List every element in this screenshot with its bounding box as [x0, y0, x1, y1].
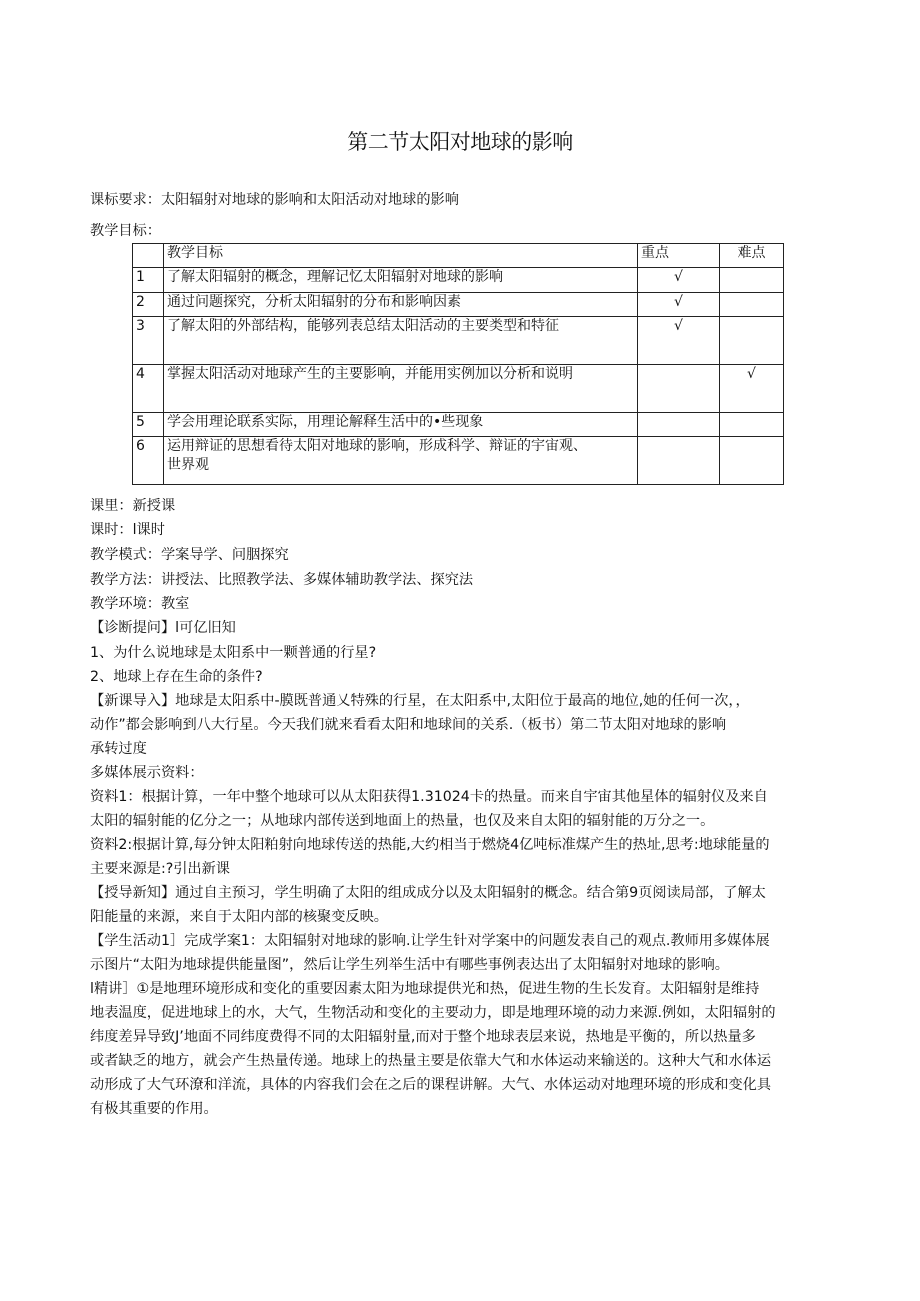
explanation-line: 动形成了大气环潦和洋流，具体的内容我们会在之后的课程讲解。大气、水体运动对地理环境的形成和变化具: [90, 1077, 772, 1093]
header-cell-key: 重点: [638, 244, 720, 268]
material-1-line: 资料1：根据计算，一年中整个地球可以从太阳获得1.31024卡的热量。而来自宇宙其他星体的辐射仪及来自: [90, 789, 768, 805]
teaching-methods: 教学方法：讲授法、比照教学法、多媒体辅助教学法、探究法: [90, 572, 474, 588]
row-number: 4: [133, 365, 164, 413]
row-hard-mark: [720, 268, 784, 293]
student-activity-line: 示图片“太阳为地球提供能量图”，然后让学生列举生活中有哪些事例表达出了太阳辐射对地球的影响。: [90, 957, 729, 973]
question-2: 2、地球上存在生命的条件?: [90, 669, 263, 685]
intro-line: 动作”都会影响到八大行星。今天我们就来看看太阳和地球间的关系.（板书）第二节太阳对地球的影响: [90, 717, 727, 733]
row-objective: 掌握太阳活动对地球产生的主要影响，并能用实例加以分析和说明: [164, 365, 638, 413]
row-hard-mark: [720, 413, 784, 437]
row-hard-mark: [720, 437, 784, 485]
row-objective: [164, 437, 638, 485]
table-row: [133, 317, 784, 365]
student-activity-line: 【学生活动1］完成学案1：太阳辐射对地球的影响.让学生针对学案中的问题发表自己的观点.教师用多媒体展: [90, 933, 770, 949]
header-cell-num: [133, 244, 164, 268]
row-objective-line: 运用辩证的思想看待太阳对地球的影响，形成科学、辩证的宇宙观、: [167, 438, 587, 454]
header-cell-difficult: 难点: [720, 244, 784, 268]
row-objective: 学会用理论联系实际，用理论解释生活中的•些现象: [164, 413, 638, 437]
explanation-line: l精讲］①是地理环境形成和变化的重要因素太阳为地球提供光和热，促进生物的生长发育。太阳辐射是维持: [90, 981, 760, 997]
row-key-mark: √: [638, 317, 720, 365]
transition-line: 承转过度: [90, 741, 147, 757]
diagnosis-heading: 【诊断提问】l可亿旧知: [90, 620, 236, 636]
objectives-table: [132, 243, 784, 485]
row-objective: 了解太阳的外部结构，能够列表总结太阳活动的主要类型和特征: [164, 317, 638, 365]
row-objective-line: 世界观: [167, 457, 209, 473]
row-hard-mark: [720, 317, 784, 365]
row-number: 1: [133, 268, 164, 293]
page-title: 第二节太阳对地球的影响: [347, 130, 573, 154]
row-key-mark: √: [638, 268, 720, 293]
table-row: [133, 293, 784, 317]
new-knowledge-line: 阳能量的来源，来自于太阳内部的核聚变反映。: [90, 909, 388, 925]
curriculum-standard: 课标要求：太阳辐射对地球的影响和太阳活动对地球的影响: [90, 192, 459, 208]
row-objective: 了解太阳辐射的概念，理解记忆太阳辐射对地球的影响: [164, 268, 638, 293]
row-number: 3: [133, 317, 164, 365]
row-number: 2: [133, 293, 164, 317]
row-number: 6: [133, 437, 164, 485]
row-number: 5: [133, 413, 164, 437]
header-cell-objective: 教学目标: [164, 244, 638, 268]
table-row: [133, 365, 784, 413]
new-knowledge-line: 【授导新知】通过自主预习，学生明确了太阳的组成成分以及太阳辐射的概念。结合第9页阅读局部，了解太: [90, 885, 766, 901]
explanation-line: 地表温度，促进地球上的水，大气，生物活动和变化的主要动力，即是地理环境的动力来源.例如，太阳辐射的: [90, 1005, 776, 1021]
explanation-line: 或者缺乏的地方，就会产生热量传递。地球上的热量主要是依靠大气和水体运动来输送的。这种大气和水体运: [90, 1053, 772, 1069]
question-1: 1、为什么说地球是太阳系中一颗普通的行星?: [90, 645, 377, 661]
class-hours: 课时：l课时: [90, 522, 165, 538]
table-row: [133, 413, 784, 437]
table-row: [133, 268, 784, 293]
table-row: [133, 437, 784, 485]
row-hard-mark: [720, 293, 784, 317]
row-hard-mark: √: [720, 365, 784, 413]
explanation-line: 纬度差异导致J’地面不同纬度费得不同的太阳辐射量,而对于整个地球表层来说，热地是平衡的，所以热量多: [90, 1029, 756, 1045]
teaching-mode: 教学模式：学案导学、问胭探究: [90, 547, 289, 563]
explanation-line: 有极其重要的作用。: [90, 1101, 218, 1117]
teaching-environment: 教学环境：教室: [90, 596, 190, 612]
row-key-mark: [638, 413, 720, 437]
row-key-mark: [638, 365, 720, 413]
media-heading: 多媒体展示资料：: [90, 765, 204, 781]
material-1-line: 太阳的辐射能的亿分之一；从地球内部传送到地面上的热量，也仅及来自太阳的辐射能的万分之一。: [90, 813, 715, 829]
row-key-mark: √: [638, 293, 720, 317]
table-header-row: [133, 244, 784, 268]
objectives-label: 教学目标：: [90, 223, 161, 239]
row-objective: 通过问题探究，分析太阳辐射的分布和影响因素: [164, 293, 638, 317]
material-2-line: 主要来源是:?引出新课: [90, 861, 230, 877]
intro-line: 【新课导入】地球是太阳系中-膜既普通乂特殊的行星，在太阳系中,太阳位于最高的地位,她的任何一次，，: [90, 693, 750, 709]
body-text: [90, 689, 825, 1121]
material-2-line: 资料2:根据计算,每分钟太阳粕射向地球传送的热能,大约相当于燃烧4亿吨标准煤产生的热址,思考:地球能量的: [90, 837, 770, 853]
row-key-mark: [638, 437, 720, 485]
course-type: 课里：新授课: [90, 498, 176, 514]
